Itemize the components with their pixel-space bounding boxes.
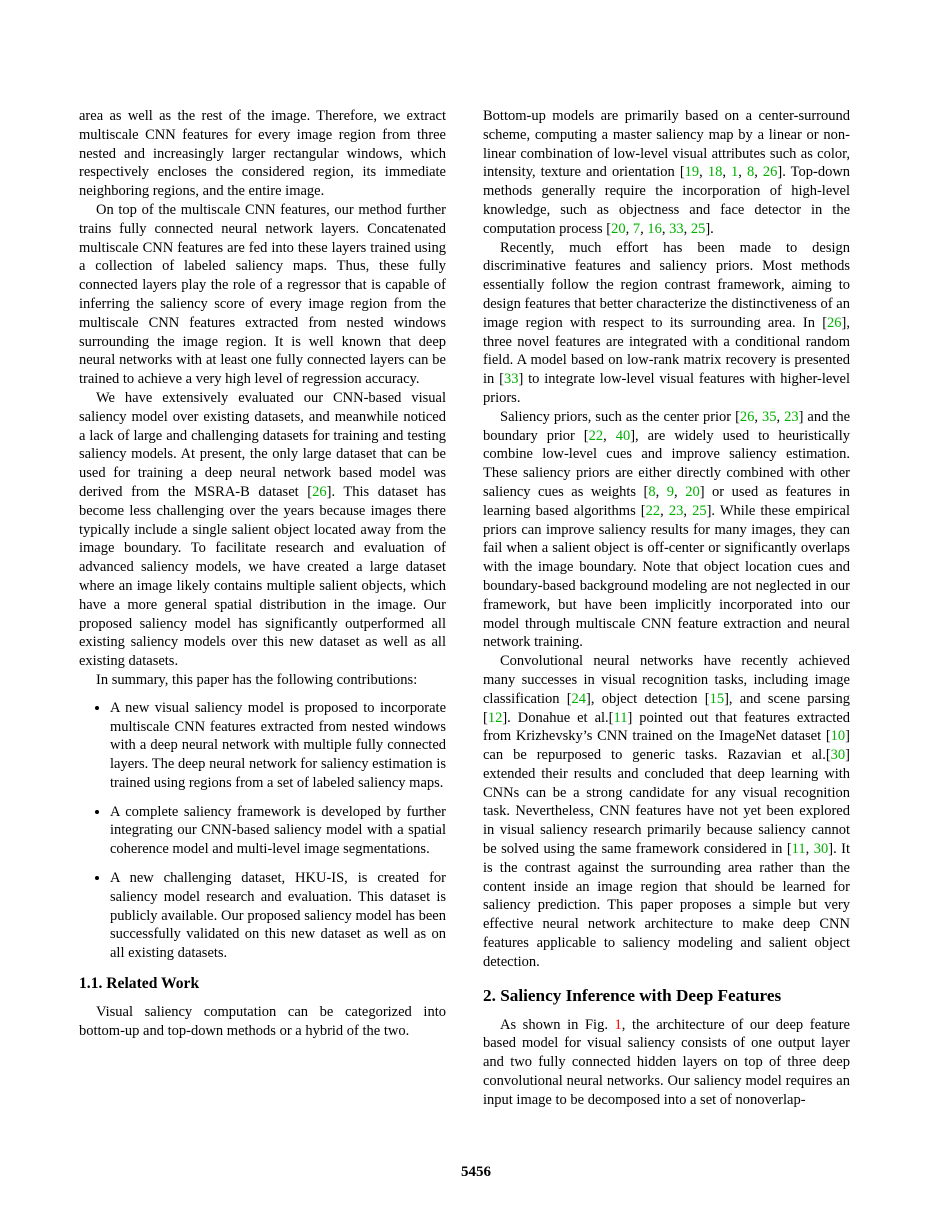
citation-link[interactable]: 11 <box>791 841 806 858</box>
citation-link[interactable]: 30 <box>830 747 846 764</box>
citation-link[interactable]: 24 <box>571 690 587 707</box>
citation-link[interactable]: 25 <box>690 220 706 237</box>
citation-link[interactable]: 40 <box>615 427 631 444</box>
left-column <box>79 107 446 1110</box>
page-number: 5456 <box>461 1164 491 1180</box>
citation-link[interactable]: 23 <box>668 502 684 519</box>
contribution-item: • A new visual saliency model is proposed to incorporate multiscale CNN features extracted from nested windows with a deep neural network with multiple fully connected layers. The deep neural network for saliency estimation is trained using regions from a set of labeled saliency maps. <box>110 699 446 793</box>
citation-link[interactable]: 18 <box>707 164 723 181</box>
section-heading-saliency-inference: 2. Saliency Inference with Deep Features <box>483 985 782 1005</box>
citation-link[interactable]: 10 <box>830 728 846 745</box>
citation-link[interactable]: 19 <box>684 164 700 181</box>
right-paragraph-saliency-priors: Saliency priors, such as the center prior [26, 35, 23] and the boundary prior [22, 40], are widely used to heuristically combine low-level cues and improve saliency estimation. These saliency priors are either directly combined with other saliency cues as weights [8, 9, 20] or used as features in learning based algorithms [22, 23, 25]. While these empirical priors can improve saliency results for many images, they can fail when a salient object is off-center or significantly overlaps with the image boundary. Note that object location cues and boundary-based background modeling are not neglected in our framework, but have been implicitly incorporated into our model through multiscale CNN feature extraction and neural network training. <box>483 408 851 651</box>
right-column <box>483 107 850 1110</box>
citation-link[interactable]: 26 <box>312 483 327 500</box>
left-paragraph-fully-connected: On top of the multiscale CNN features, our method further trains fully connected neural network layers. Concatenated multiscale CNN features are fed into these layers trained using a collection of labeled saliency maps. Thus, these fully connected layers play the role of a regressor that is capable of inferring the saliency score of every image region from the multiscale CNN features extracted from nested windows surrounding the image region. It is well known that deep neural networks with at least one fully connected layers can be trained to achieve a very high level of regression accuracy. <box>79 201 446 388</box>
citation-link[interactable]: 26 <box>827 314 842 331</box>
contribution-item: • A new challenging dataset, HKU-IS, is created for saliency model research and evaluation. This dataset is publicly available. Our proposed saliency model has been successfully validated on this new dataset as well as on all existing datasets. <box>110 869 446 963</box>
citation-link[interactable]: 25 <box>692 502 707 519</box>
right-paragraph-bottom-up: Bottom-up models are primarily based on a center-surround scheme, computing a master saliency map by a linear or non-linear combination of low-level visual attributes such as color, intensity, texture and orientation [19, 18, 1, 8, 26]. Top-down methods generally require the incorporation of high-level knowledge, such as objectness and face detector in the computation process [20, 7, 16, 33, 25]. <box>483 108 851 237</box>
citation-link[interactable]: 8 <box>648 483 656 500</box>
citation-link[interactable]: 9 <box>666 483 675 500</box>
citation-link[interactable]: 35 <box>762 408 777 425</box>
citation-link[interactable]: 22 <box>588 427 604 444</box>
citation-link[interactable]: 23 <box>784 408 799 425</box>
citation-link[interactable]: 15 <box>709 690 725 707</box>
contributions-list <box>79 699 446 963</box>
right-paragraph-cnn: Convolutional neural networks have recently achieved many successes in visual recognition tasks, including image classification [24], object detection [15], and scene parsing [12]. Donahue et al.[11] pointed out that features extracted from Krizhevsky’s CNN trained on the ImageNet dataset [10] can be repurposed to generic tasks. Razavian et al.[30] extended their results and concluded that deep learning with CNNs can be a strong candidate for any visual recognition task. Nevertheless, CNN features have not yet been explored in visual saliency research primarily because saliency cannot be solved using the same framework considered in [11, 30]. It is the contrast against the surrounding area rather than the content inside an image region that should be learned for saliency prediction. This paper proposes a simple but very effective neural network architecture to make deep CNN features applicable to saliency modeling and salient object detection. <box>483 653 851 970</box>
right-paragraph-discriminative: Recently, much effort has been made to design discriminative features and saliency priors. Most methods essentially follow the region contrast framework, aiming to design features that better characterize the distinctiveness of an image region with respect to its surrounding area. In [26], three novel features are integrated with a conditional random field. A model based on low-rank matrix recovery is presented in [33] to integrate low-level visual features with higher-level priors. <box>483 239 850 406</box>
figure-reference-link[interactable]: 1 <box>614 1016 622 1033</box>
right-paragraph-architecture: As shown in Fig. 1, the architecture of our deep feature based model for visual saliency consists of one output layer and two fully connected hidden layers on top of three deep convolutional neural networks. Our saliency model requires an input image to be decomposed into a set of nonoverlap- <box>483 1016 850 1108</box>
citation-link[interactable]: 8 <box>746 164 755 181</box>
citation-link[interactable]: 33 <box>669 220 684 237</box>
citation-link[interactable]: 30 <box>813 841 829 858</box>
citation-link[interactable]: 16 <box>647 220 662 237</box>
left-paragraph-continuation: area as well as the rest of the image. Therefore, we extract multiscale CNN features for every image region from three nested and increasingly larger rectangular windows, which respectively encloses the considered region, its immediate neighboring regions, and the entire image. <box>79 108 446 200</box>
contribution-item: • A complete saliency framework is developed by further integrating our CNN-based saliency model with a spatial coherence model and multi-level image segmentations. <box>110 803 446 859</box>
citation-link[interactable]: 20 <box>611 220 626 237</box>
left-paragraph-related-work: Visual saliency computation can be categorized into bottom-up and top-down methods or a hybrid of the two. <box>79 1003 446 1039</box>
citation-link[interactable]: 7 <box>632 220 641 237</box>
citation-link[interactable]: 26 <box>739 408 755 425</box>
citation-link[interactable]: 20 <box>685 483 700 500</box>
left-paragraph-evaluation: We have extensively evaluated our CNN-based visual saliency model over existing datasets, and meanwhile noticed a lack of large and challenging datasets for training and testing saliency models. At present, the only large dataset that can be used for training a deep neural network based model was derived from the MSRA-B dataset [26]. This dataset has become less challenging over the years because images there typically include a single salient object located away from the image boundary. To facilitate research and evaluation of advanced saliency models, we have created a large dataset where an image likely contains multiple salient objects, which have a more general spatial distribution in the image. Our proposed saliency model has significantly outperformed all existing saliency models over this new dataset as well as all existing datasets. <box>79 389 446 670</box>
citation-link[interactable]: 22 <box>645 502 661 519</box>
citation-link[interactable]: 12 <box>487 709 503 726</box>
citation-link[interactable]: 11 <box>613 709 628 726</box>
left-paragraph-summary: In summary, this paper has the following contributions: <box>96 671 418 688</box>
citation-link[interactable]: 1 <box>731 164 739 181</box>
citation-link[interactable]: 33 <box>503 371 519 388</box>
citation-link[interactable]: 26 <box>762 164 778 181</box>
subsection-heading-related-work: 1.1. Related Work <box>79 975 200 993</box>
